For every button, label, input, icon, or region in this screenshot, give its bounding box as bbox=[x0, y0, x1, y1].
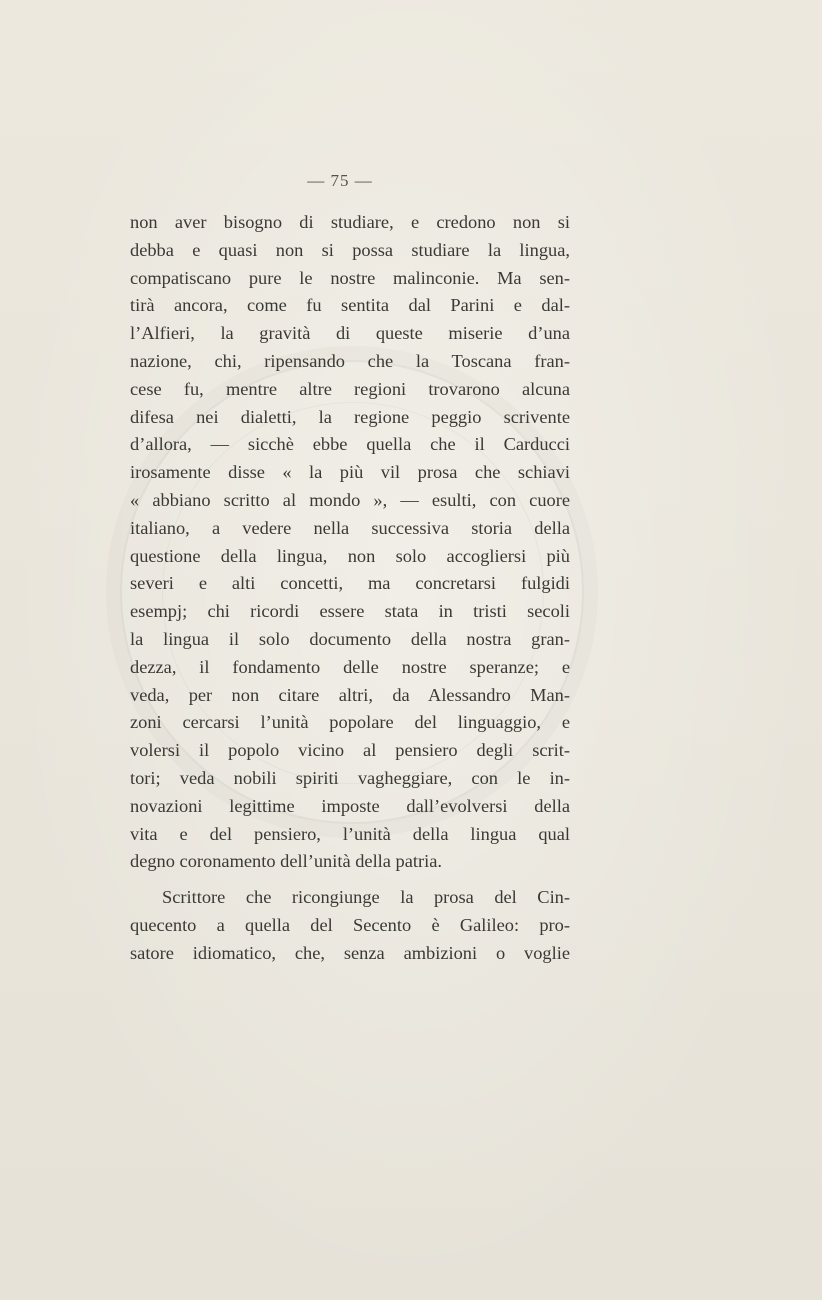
text-line: zoni cercarsi l’unità popolare del linguaggio, e bbox=[130, 712, 570, 733]
text-line: cese fu, mentre altre regioni trovarono alcuna bbox=[130, 378, 570, 399]
text-line: tirà ancora, come fu sentita dal Parini e dal- bbox=[130, 295, 570, 316]
text-line: irosamente disse « la più vil prosa che schiavi bbox=[130, 462, 570, 483]
text-line: severi e alti concetti, ma concretarsi fulgidi bbox=[130, 573, 570, 594]
text-line: d’allora, — sicchè ebbe quella che il Carducci bbox=[130, 434, 570, 455]
text-line: nazione, chi, ripensando che la Toscana fran- bbox=[130, 350, 570, 371]
text-line: quecento a quella del Secento è Galileo: pro- bbox=[130, 914, 570, 935]
text-line: Scrittore che ricongiunge la prosa del Cin- bbox=[162, 887, 570, 908]
text-line: debba e quasi non si possa studiare la lingua, bbox=[130, 239, 570, 260]
text-line: vita e del pensiero, l’unità della lingua qual bbox=[130, 823, 570, 844]
paragraph-2 bbox=[130, 884, 570, 967]
text-line: dezza, il fondamento delle nostre speranze; e bbox=[130, 656, 570, 677]
text-line: l’Alfieri, la gravità di queste miserie d’una bbox=[130, 323, 570, 344]
page-number: — 75 — bbox=[307, 171, 373, 190]
body-text bbox=[130, 209, 570, 968]
text-line: esempj; chi ricordi essere stata in tristi secoli bbox=[130, 601, 570, 622]
text-line: « abbiano scritto al mondo », — esulti, con cuore bbox=[130, 489, 570, 510]
text-line: satore idiomatico, che, senza ambizioni o voglie bbox=[130, 942, 570, 963]
text-line: compatiscano pure le nostre malinconie. Ma sen- bbox=[130, 267, 570, 288]
text-line: la lingua il solo documento della nostra gran- bbox=[130, 628, 570, 649]
text-line: novazioni legittime imposte dall’evolversi della bbox=[130, 795, 570, 816]
text-line: italiano, a vedere nella successiva storia della bbox=[130, 517, 570, 538]
text-line: questione della lingua, non solo accogliersi più bbox=[130, 545, 570, 566]
text-line: veda, per non citare altri, da Alessandro Man- bbox=[130, 684, 570, 705]
text-line: tori; veda nobili spiriti vagheggiare, con le in- bbox=[130, 767, 570, 788]
text-line: degno coronamento dell’unità della patria. bbox=[130, 851, 443, 872]
text-line: non aver bisogno di studiare, e credono non si bbox=[130, 212, 570, 232]
paragraph-1 bbox=[130, 209, 570, 876]
paragraph-gap bbox=[130, 876, 570, 884]
text-line: volersi il popolo vicino al pensiero degli scrit- bbox=[130, 740, 570, 761]
text-line: difesa nei dialetti, la regione peggio scrivente bbox=[130, 406, 570, 427]
